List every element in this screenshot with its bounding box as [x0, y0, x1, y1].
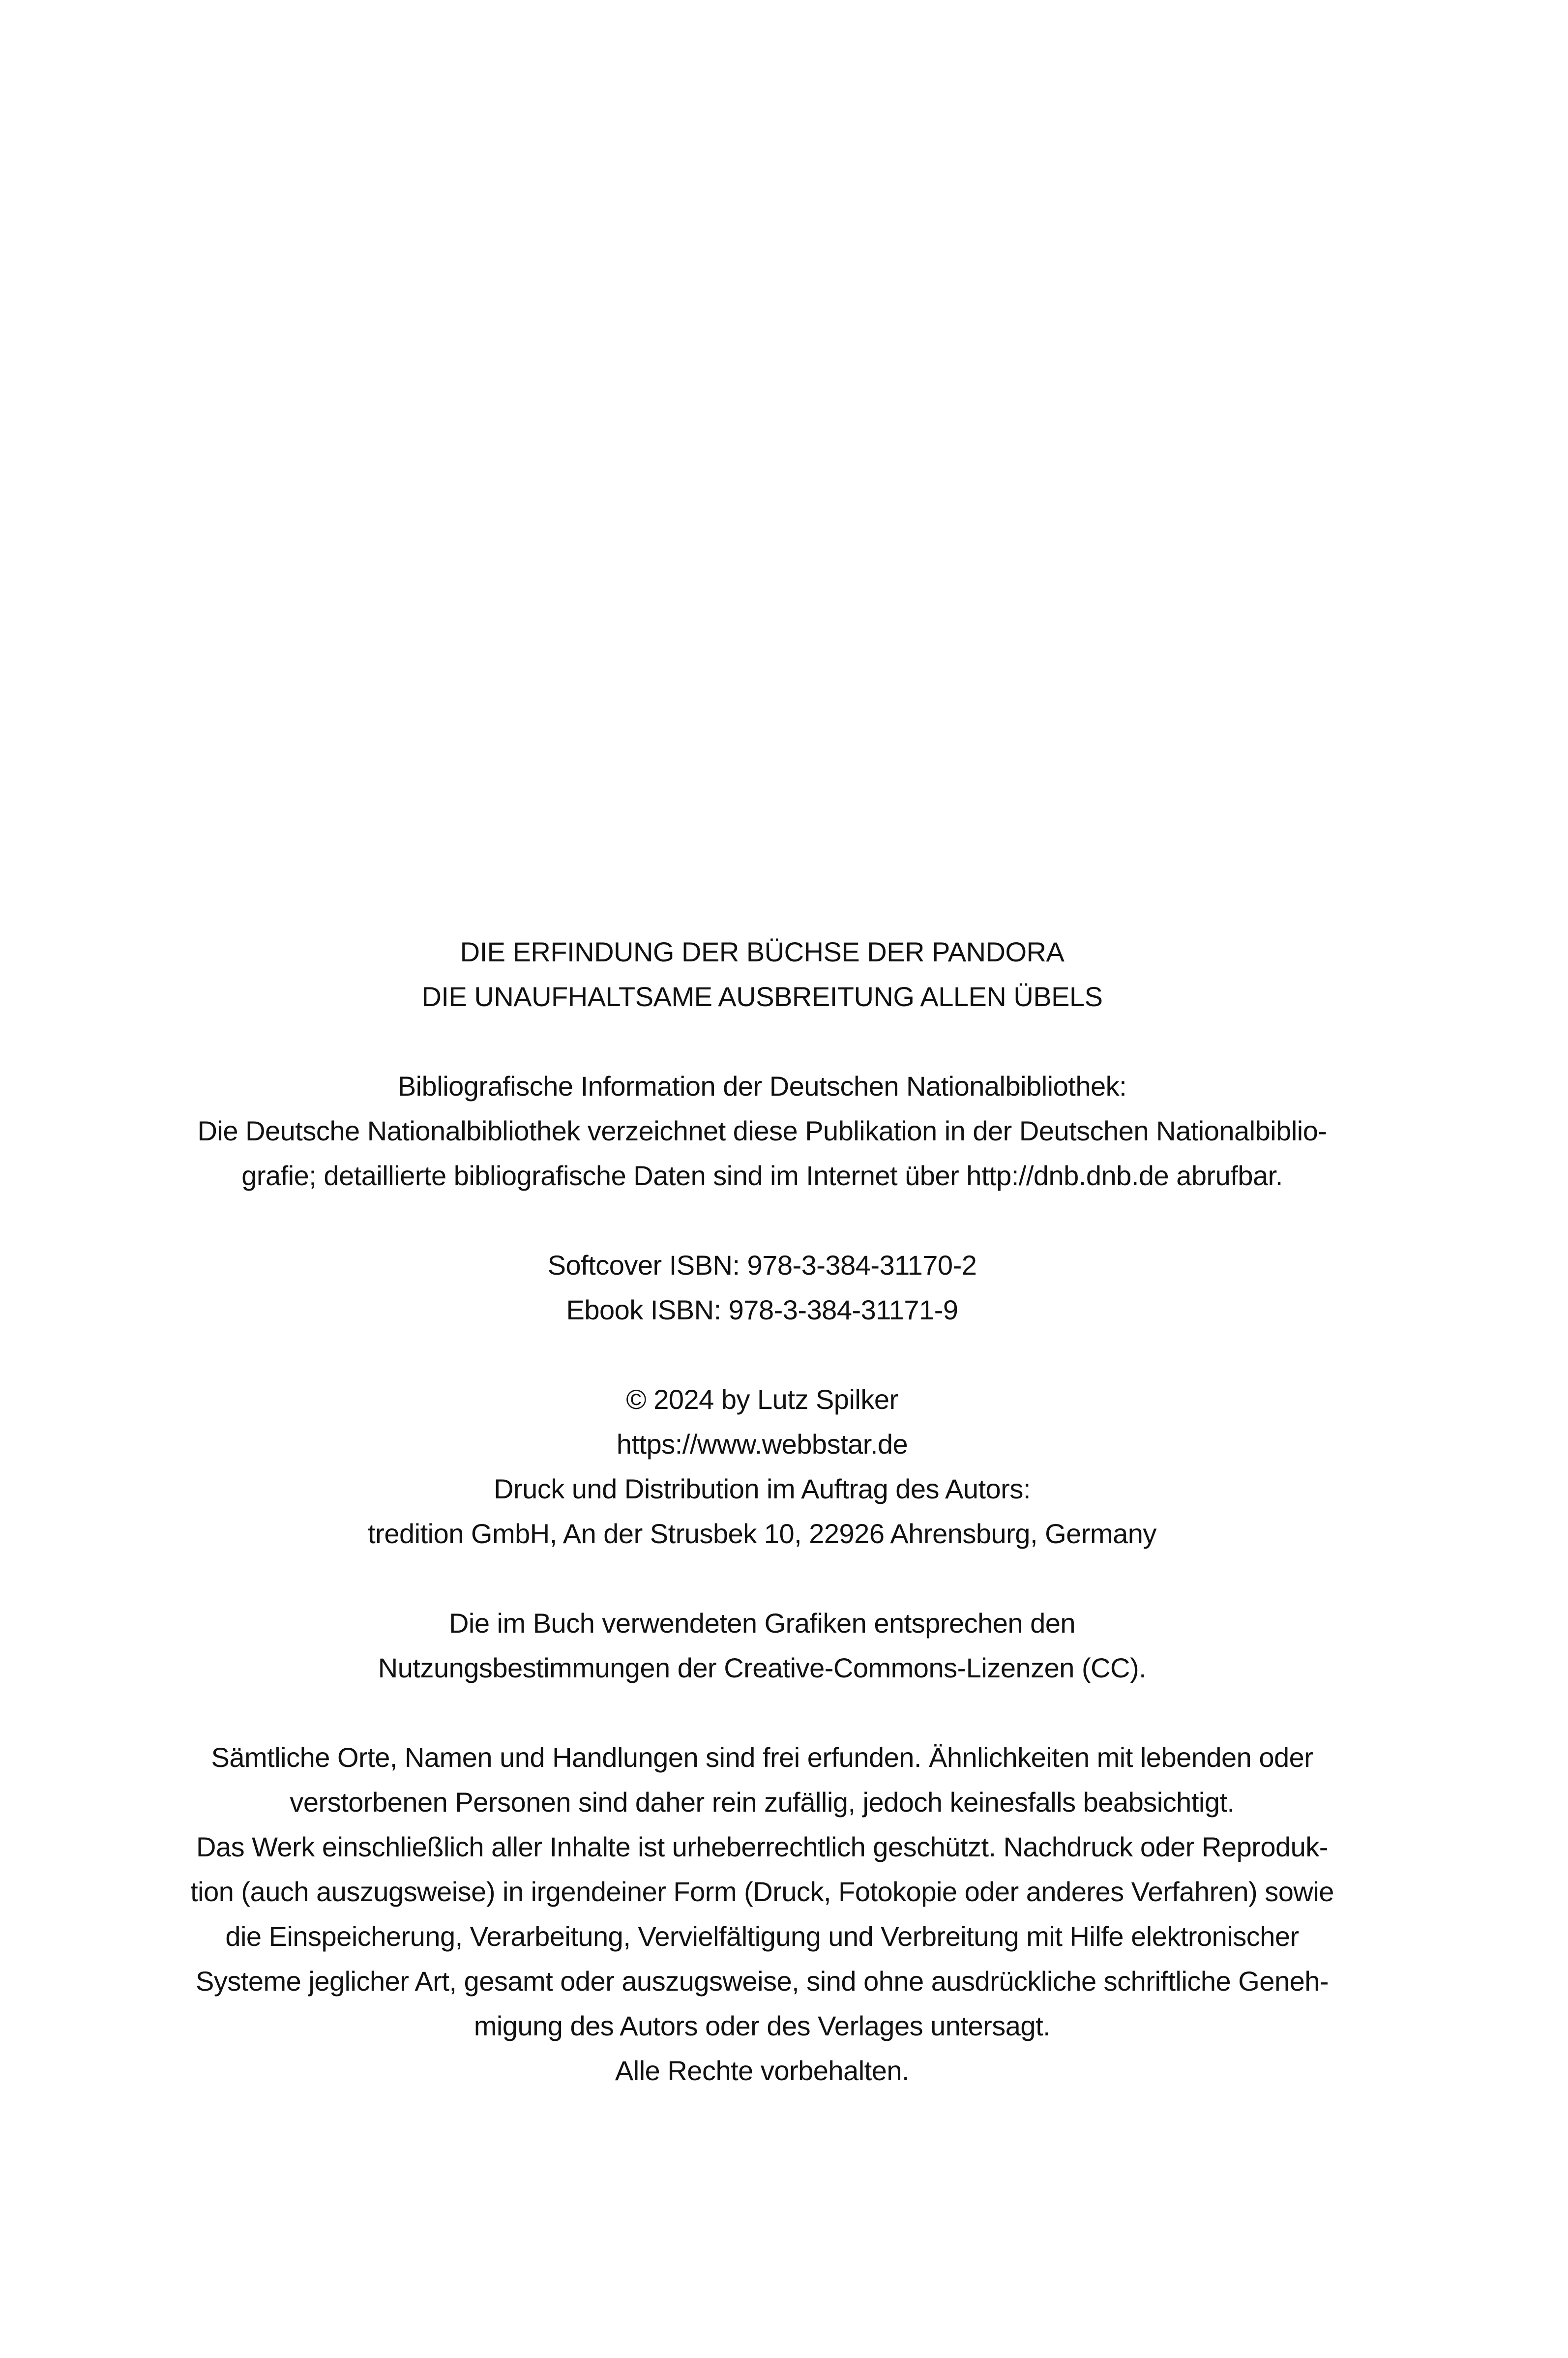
- legal-line: migung des Autors oder des Verlages untersagt.: [473, 2010, 1051, 2041]
- legal-disclaimer-block: [148, 1735, 1377, 2093]
- copyright-block: [148, 1377, 1377, 1556]
- rights-reserved: Alle Rechte vorbehalten.: [615, 2055, 910, 2086]
- graphics-license-line: Nutzungsbestimmungen der Creative-Commons-Lizenzen (CC).: [378, 1652, 1147, 1683]
- print-distribution-note: Druck und Distribution im Auftrag des Autors:: [494, 1473, 1031, 1504]
- legal-line: verstorbenen Personen sind daher rein zufällig, jedoch keinesfalls beabsichtigt.: [290, 1787, 1235, 1818]
- bibliographic-text-line: Die Deutsche Nationalbibliothek verzeichnet diese Publikation in der Deutschen Nationalbiblio-: [197, 1115, 1327, 1146]
- isbn-block: [148, 1243, 1377, 1332]
- bibliographic-text-line: grafie; detaillierte bibliografische Daten sind im Internet über http://dnb.dnb.de abrufbar.: [241, 1160, 1283, 1191]
- ebook-isbn: Ebook ISBN: 978-3-384-31171-9: [566, 1294, 958, 1325]
- bibliographic-info-block: [148, 1064, 1377, 1198]
- legal-line: Das Werk einschließlich aller Inhalte ist urheberrechtlich geschützt. Nachdruck oder Reproduk-: [196, 1831, 1328, 1862]
- legal-line: tion (auch auszugsweise) in irgendeiner Form (Druck, Fotokopie oder anderes Verfahren) sowie: [190, 1876, 1334, 1907]
- imprint-text: [148, 929, 1377, 2093]
- book-title-block: [148, 929, 1377, 1019]
- graphics-license-line: Die im Buch verwendeten Grafiken entsprechen den: [448, 1608, 1076, 1639]
- softcover-isbn: Softcover ISBN: 978-3-384-31170-2: [547, 1250, 977, 1281]
- legal-line: Sämtliche Orte, Namen und Handlungen sind frei erfunden. Ähnlichkeiten mit lebenden oder: [211, 1742, 1313, 1773]
- legal-line: die Einspeicherung, Verarbeitung, Vervielfältigung und Verbreitung mit Hilfe elektronischer: [225, 1921, 1299, 1952]
- legal-line: Systeme jeglicher Art, gesamt oder auszugsweise, sind ohne ausdrückliche schriftliche Geneh-: [195, 1966, 1329, 1997]
- bibliographic-heading: Bibliografische Information der Deutschen Nationalbibliothek:: [397, 1071, 1127, 1102]
- publisher-address: tredition GmbH, An der Strusbek 10, 22926 Ahrensburg, Germany: [368, 1518, 1156, 1549]
- book-title: DIE ERFINDUNG DER BÜCHSE DER PANDORA: [460, 936, 1065, 967]
- book-subtitle: DIE UNAUFHALTSAME AUSBREITUNG ALLEN ÜBELS: [421, 981, 1103, 1012]
- copyright-notice: © 2024 by Lutz Spilker: [626, 1384, 898, 1415]
- author-website: https://www.webbstar.de: [616, 1429, 908, 1460]
- graphics-license-block: [148, 1601, 1377, 1690]
